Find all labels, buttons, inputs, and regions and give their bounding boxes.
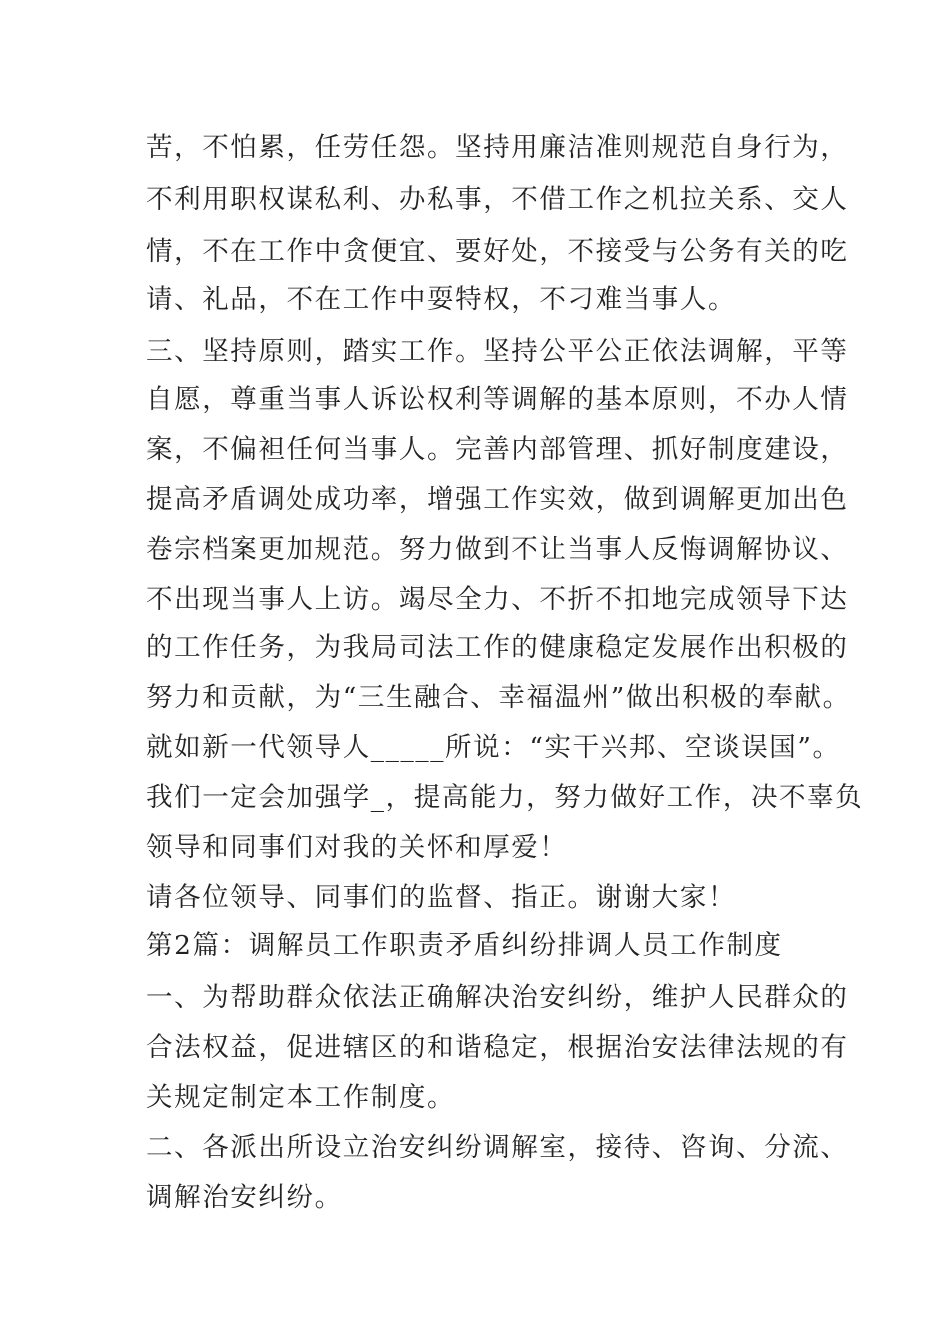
text-line: 我们一定会加强学_，提高能力，努力做好工作，决不辜负: [146, 782, 864, 813]
text-line: 案，不偏袒任何当事人。完善内部管理、抓好制度建设，: [146, 434, 849, 465]
text-line: 不利用职权谋私利、办私事，不借工作之机拉关系、交人: [146, 184, 849, 215]
text-line: 合法权益，促进辖区的和谐稳定，根据治安法律法规的有: [146, 1032, 849, 1063]
text-line: 三、坚持原则，踏实工作。坚持公平公正依法调解，平等: [146, 336, 849, 367]
text-line: 提高矛盾调处成功率，增强工作实效，做到调解更加出色: [146, 484, 849, 515]
text-line: 苦，不怕累，任劳任怨。坚持用廉洁准则规范自身行为，: [146, 132, 849, 163]
text-line: 关规定制定本工作制度。: [146, 1082, 456, 1113]
text-line: 请、礼品，不在工作中耍特权，不刁难当事人。: [146, 284, 737, 315]
text-line: 领导和同事们对我的关怀和厚爱！: [146, 832, 568, 863]
text-line: 努力和贡献，为“三生融合、幸福温州”做出积极的奉献。: [146, 682, 851, 713]
text-line: 自愿，尊重当事人诉讼权利等调解的基本原则，不办人情: [146, 384, 849, 415]
text-line: 二、各派出所设立治安纠纷调解室，接待、咨询、分流、: [146, 1132, 849, 1163]
text-line: 一、为帮助群众依法正确解决治安纠纷，维护人民群众的: [146, 982, 849, 1013]
text-line: 不出现当事人上访。竭尽全力、不折不扣地完成领导下达: [146, 584, 849, 615]
section-heading: 第2篇：调解员工作职责矛盾纠纷排调人员工作制度: [146, 930, 783, 961]
text-line: 的工作任务，为我局司法工作的健康稳定发展作出积极的: [146, 632, 849, 663]
text-line: 情，不在工作中贪便宜、要好处，不接受与公务有关的吃: [146, 236, 849, 267]
text-line: 就如新一代领导人_____所说：“实干兴邦、空谈误国”。: [146, 732, 841, 763]
text-line: 卷宗档案更加规范。努力做到不让当事人反悔调解协议、: [146, 534, 849, 565]
text-line: 调解治安纠纷。: [146, 1182, 343, 1213]
text-line: 请各位领导、同事们的监督、指正。谢谢大家！: [146, 882, 737, 913]
